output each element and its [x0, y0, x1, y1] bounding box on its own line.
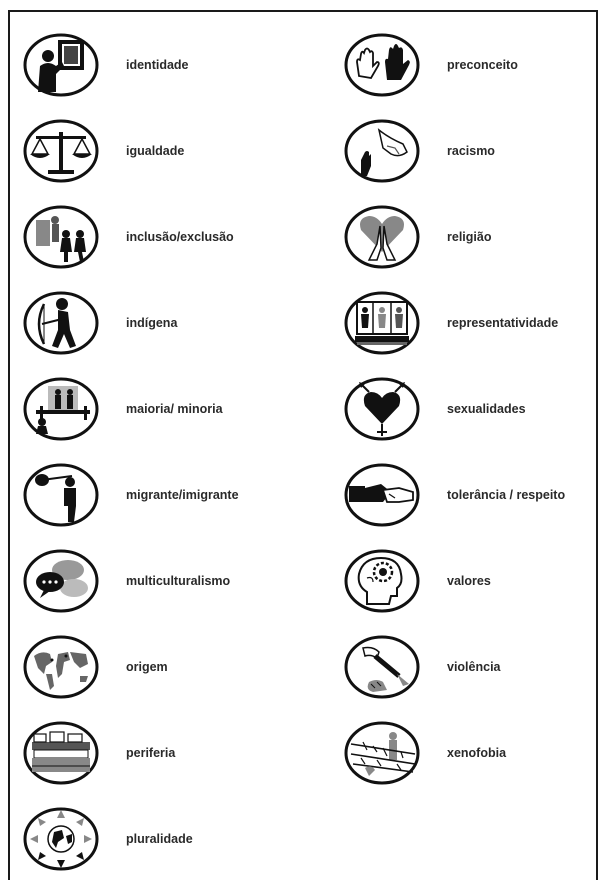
- list-item: [22, 108, 239, 194]
- item-label: origem: [126, 660, 168, 674]
- list-item: [343, 194, 565, 280]
- list-item: [343, 710, 565, 796]
- list-item: [343, 366, 565, 452]
- heart-gender-icon: [343, 376, 421, 442]
- praying-hands-heart-icon: [343, 204, 421, 270]
- world-map-icon: [22, 634, 100, 700]
- item-label: maioria/ minoria: [126, 402, 223, 416]
- list-item: [22, 366, 239, 452]
- left-column: [22, 22, 239, 882]
- grasping-hands-icon: [343, 118, 421, 184]
- head-brain-icon: [343, 548, 421, 614]
- item-label: inclusão/exclusão: [126, 230, 234, 244]
- item-label: violência: [447, 660, 501, 674]
- list-item: [343, 624, 565, 710]
- globe-arrows-icon: [22, 806, 100, 872]
- list-item: [22, 194, 239, 280]
- list-item: [22, 280, 239, 366]
- list-item: [343, 280, 565, 366]
- handshake-icon: [343, 462, 421, 528]
- people-group-icon: [22, 204, 100, 270]
- knife-hand-icon: [343, 634, 421, 700]
- item-label: racismo: [447, 144, 495, 158]
- people-fence-icon: [22, 376, 100, 442]
- item-label: preconceito: [447, 58, 518, 72]
- item-label: valores: [447, 574, 491, 588]
- item-label: identidade: [126, 58, 189, 72]
- list-item: [343, 452, 565, 538]
- list-item: [22, 22, 239, 108]
- item-label: sexualidades: [447, 402, 526, 416]
- list-item: [343, 538, 565, 624]
- list-item: [22, 452, 239, 538]
- item-label: igualdade: [126, 144, 185, 158]
- item-label: indígena: [126, 316, 178, 330]
- item-label: representatividade: [447, 316, 559, 330]
- two-hands-icon: [343, 32, 421, 98]
- item-label: multiculturalismo: [126, 574, 231, 588]
- portrait-mirror-icon: [22, 32, 100, 98]
- item-label: tolerância / respeito: [447, 488, 566, 502]
- item-label: periferia: [126, 746, 176, 760]
- right-column: [343, 22, 565, 796]
- list-item: [22, 796, 239, 882]
- favela-houses-icon: [22, 720, 100, 786]
- barbed-wire-icon: [343, 720, 421, 786]
- archer-icon: [22, 290, 100, 356]
- list-item: [22, 710, 239, 796]
- item-label: religião: [447, 230, 492, 244]
- speech-bubbles-icon: [22, 548, 100, 614]
- traveler-bundle-icon: [22, 462, 100, 528]
- list-item: [343, 108, 565, 194]
- list-item: [22, 624, 239, 710]
- list-item: [343, 22, 565, 108]
- item-label: pluralidade: [126, 832, 193, 846]
- balance-scale-icon: [22, 118, 100, 184]
- people-panels-icon: [343, 290, 421, 356]
- item-label: xenofobia: [447, 746, 507, 760]
- list-item: [22, 538, 239, 624]
- item-label: migrante/imigrante: [126, 488, 239, 502]
